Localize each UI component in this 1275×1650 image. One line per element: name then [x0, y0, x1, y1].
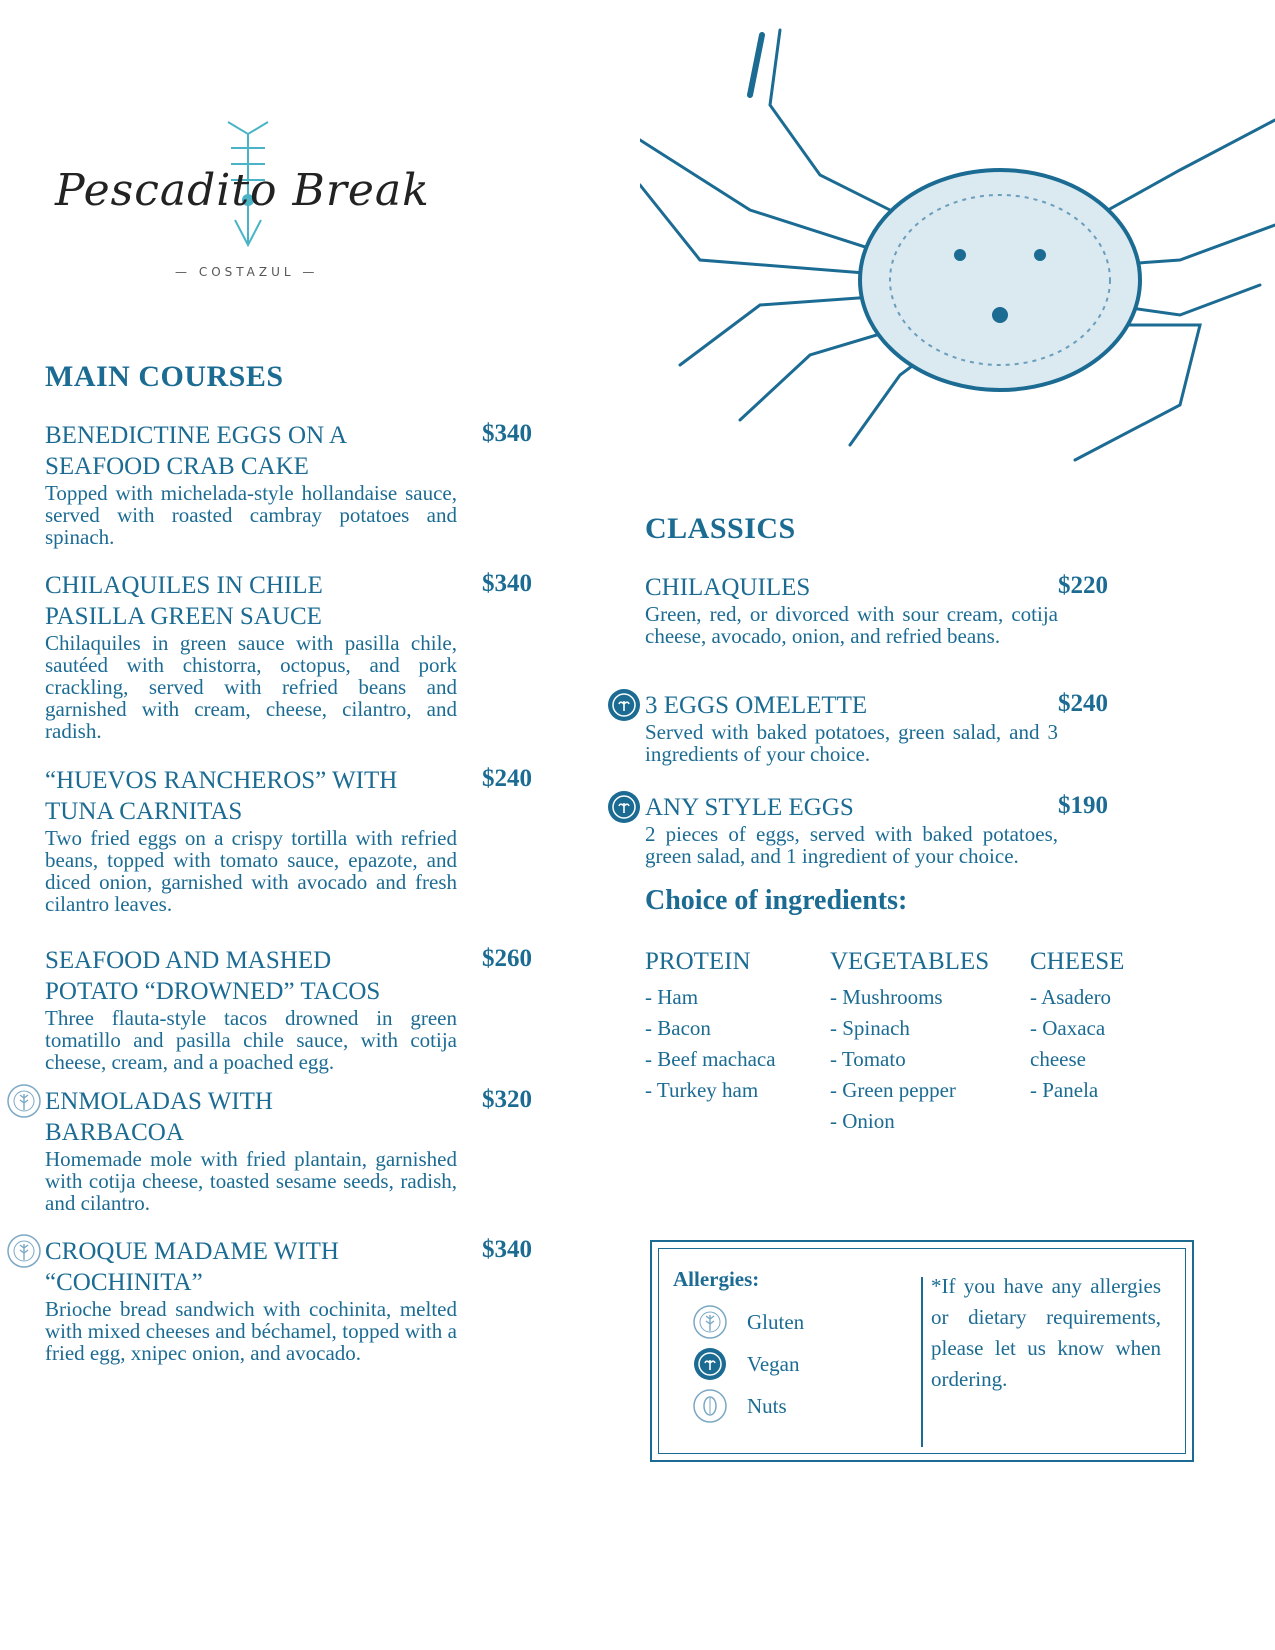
- dish-price: $240: [1058, 690, 1108, 717]
- dish-title-line: CHILAQUILES IN CHILE: [45, 572, 323, 599]
- ingredient-item: - Ham: [645, 985, 699, 1009]
- menu-item: [45, 765, 565, 915]
- menu-item: [645, 792, 1165, 867]
- dish-title-line: “COCHINITA”: [45, 1269, 203, 1296]
- dish-price: $190: [1058, 792, 1108, 819]
- dish-price: $340: [482, 1236, 532, 1263]
- ingredient-column-heading: PROTEIN: [645, 948, 751, 975]
- dish-description: Three flauta-style tacos drowned in green tomatillo and pasilla chile sauce, with cotija cheese, cream, and a poached egg.: [45, 1006, 457, 1074]
- allergies-note: *If you have any allergies or dietary requirements, please let us know when ordering.: [931, 1274, 1161, 1391]
- ingredient-item: - Asadero: [1030, 985, 1112, 1009]
- menu-item: [645, 572, 1165, 647]
- ingredient-column: [1030, 948, 1124, 1106]
- dish-price: $260: [482, 945, 532, 972]
- gluten-icon: [7, 1234, 41, 1273]
- allergies-title: Allergies:: [673, 1267, 760, 1291]
- ingredient-column: [830, 948, 989, 1137]
- dish-description: Topped with michelada-style hollandaise sauce, served with roasted cambray potatoes and spinach.: [45, 481, 457, 549]
- restaurant-logo: [55, 120, 475, 300]
- ingredient-column: [645, 948, 776, 1106]
- menu-item: [45, 1086, 565, 1214]
- dish-title-line: TUNA CARNITAS: [45, 798, 243, 825]
- dish-title-line: BARBACOA: [45, 1119, 184, 1146]
- dish-title: ANY STYLE EGGS: [645, 794, 854, 821]
- dish-price: $220: [1058, 572, 1108, 599]
- dish-title: [45, 1086, 475, 1148]
- dish-title-line: ENMOLADAS WITH: [45, 1088, 273, 1115]
- ingredient-item: - Beef machaca: [645, 1047, 776, 1071]
- allergy-legend-label: Vegan: [747, 1351, 800, 1376]
- allergy-legend-label: Gluten: [747, 1309, 805, 1334]
- dish-title-line: SEAFOOD AND MASHED: [45, 947, 332, 974]
- ingredient-item: cheese: [1030, 1047, 1086, 1071]
- dish-title: [45, 570, 475, 632]
- allergy-legend-label: Nuts: [747, 1393, 787, 1418]
- ingredient-item: - Tomato: [830, 1047, 906, 1071]
- allergy-legend-row: [693, 1343, 903, 1385]
- menu-item: [45, 945, 565, 1073]
- dish-title: [45, 765, 475, 827]
- classics-heading: CLASSICS: [645, 512, 796, 545]
- dish-title: [45, 1236, 475, 1298]
- ingredient-item: - Green pepper: [830, 1078, 956, 1102]
- allergies-divider: [921, 1277, 923, 1447]
- logo-wordmark: Pescadito Break: [55, 165, 430, 216]
- dish-title-line: PASILLA GREEN SAUCE: [45, 603, 322, 630]
- dish-title: 3 EGGS OMELETTE: [645, 692, 868, 719]
- dish-title-line: POTATO “DROWNED” TACOS: [45, 978, 381, 1005]
- dish-description: Served with baked potatoes, green salad, and 3 ingredients of your choice.: [645, 720, 1058, 766]
- vegan-icon: [607, 790, 641, 829]
- dish-title-line: SEAFOOD CRAB CAKE: [45, 453, 309, 480]
- dish-title: [45, 945, 475, 1007]
- menu-item: [645, 690, 1165, 765]
- dish-description: Brioche bread sandwich with cochinita, melted with mixed cheeses and béchamel, topped with a fried egg, xnipec onion, and avocado.: [45, 1297, 457, 1365]
- allergies-box: [650, 1240, 1194, 1462]
- allergy-legend-row: [693, 1385, 903, 1427]
- ingredient-column-heading: CHEESE: [1030, 948, 1125, 975]
- ingredients-table: [645, 948, 1205, 1148]
- dish-price: $340: [482, 420, 532, 447]
- ingredient-item: - Oaxaca: [1030, 1016, 1106, 1040]
- dish-title: [45, 420, 475, 482]
- ingredient-item: - Bacon: [645, 1016, 711, 1040]
- vegan-icon: [607, 688, 641, 727]
- dish-title-line: CROQUE MADAME WITH: [45, 1238, 339, 1265]
- ingredients-heading: Choice of ingredients:: [645, 885, 908, 916]
- dish-description: Two fried eggs on a crispy tortilla with refried beans, topped with tomato sauce, epazote, and diced onion, garnished with avocado and fresh cilantro leaves.: [45, 826, 457, 916]
- dish-title: CHILAQUILES: [645, 574, 811, 601]
- gluten-icon: [7, 1084, 41, 1123]
- ingredient-item: - Mushrooms: [830, 985, 943, 1009]
- dish-description: Chilaquiles in green sauce with pasilla chile, sautéed with chistorra, octopus, and pork crackling, served with refried beans and garnished with cream, cheese, cilantro, and radish.: [45, 631, 457, 743]
- menu-item: [45, 570, 565, 742]
- vegan-icon: [693, 1347, 727, 1381]
- allergies-legend: [693, 1301, 903, 1427]
- allergy-legend-row: [693, 1301, 903, 1343]
- ingredient-item: - Onion: [830, 1109, 895, 1133]
- dish-title-line: “HUEVOS RANCHEROS” WITH: [45, 767, 398, 794]
- ingredient-item: - Turkey ham: [645, 1078, 759, 1102]
- allergies-inner-frame: [658, 1248, 1186, 1454]
- nuts-icon: [693, 1389, 727, 1423]
- dish-price: $340: [482, 570, 532, 597]
- dish-price: $240: [482, 765, 532, 792]
- menu-item: [45, 420, 565, 548]
- menu-item: [45, 1236, 565, 1364]
- gluten-icon: [693, 1305, 727, 1339]
- dish-price: $320: [482, 1086, 532, 1113]
- main-courses-heading: MAIN COURSES: [45, 360, 284, 393]
- logo-subtitle: — COSTAZUL —: [175, 265, 319, 279]
- dish-description: 2 pieces of eggs, served with baked potatoes, green salad, and 1 ingredient of your choice.: [645, 822, 1058, 868]
- ingredient-item: - Spinach: [830, 1016, 910, 1040]
- ingredient-column-heading: VEGETABLES: [830, 948, 990, 975]
- dish-description: Homemade mole with fried plantain, garnished with cotija cheese, toasted sesame seeds, radish, and cilantro.: [45, 1147, 457, 1215]
- ingredient-item: - Panela: [1030, 1078, 1099, 1102]
- dish-description: Green, red, or divorced with sour cream, cotija cheese, avocado, onion, and refried beans.: [645, 602, 1058, 648]
- dish-title-line: BENEDICTINE EGGS ON A: [45, 422, 348, 449]
- crab-illustration: [640, 25, 1275, 495]
